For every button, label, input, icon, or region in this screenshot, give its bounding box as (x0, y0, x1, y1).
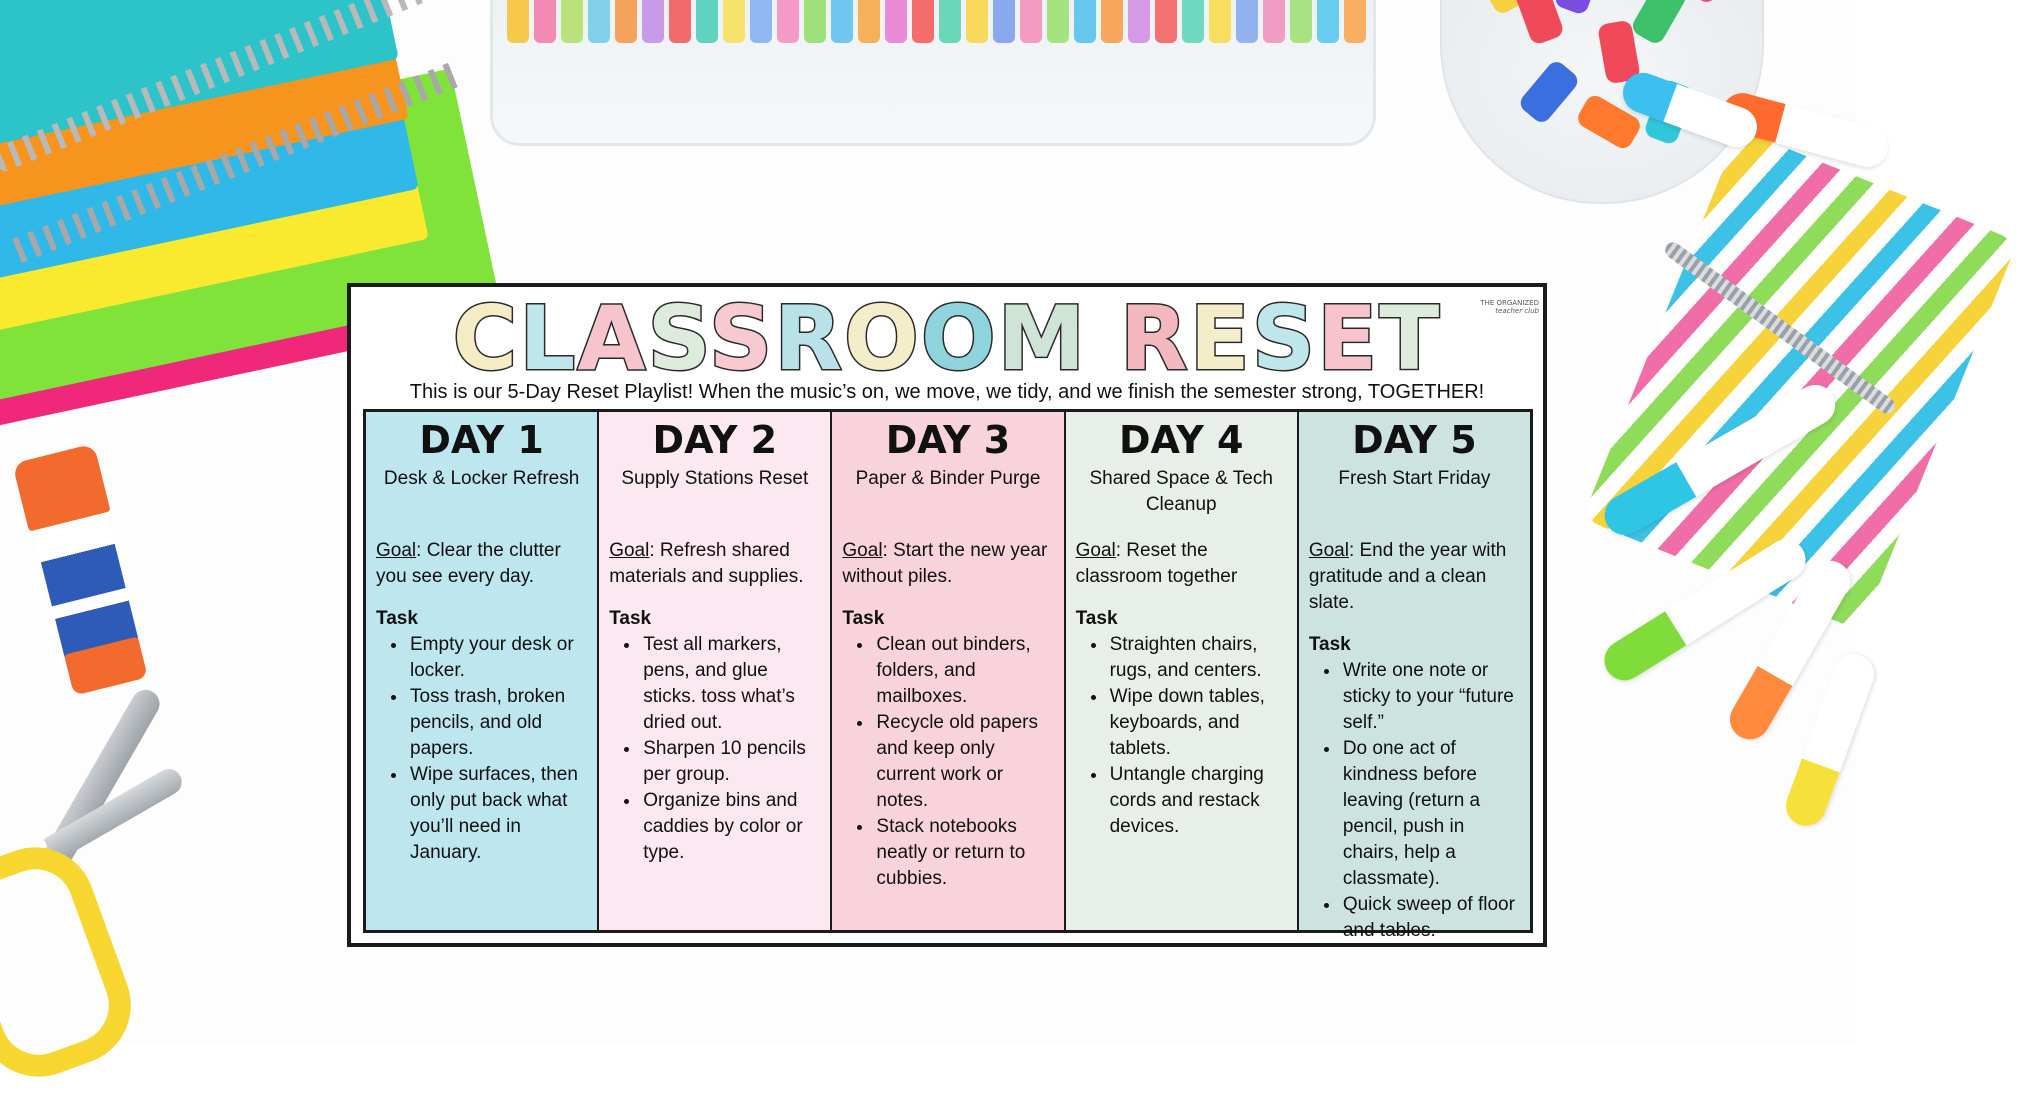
task-item: • Sharpen 10 pencils per group. (641, 736, 820, 788)
task-item: • Write one note or sticky to your “future self.” (1341, 658, 1520, 736)
day-theme: Paper & Binder Purge (855, 468, 1041, 489)
title-letter: S (708, 287, 775, 390)
day-theme: Shared Space & Tech Cleanup (1089, 468, 1273, 515)
day-theme: Supply Stations Reset (621, 468, 809, 489)
goal-text: : End the year with gratitude and a clean slate. (1308, 540, 1507, 613)
task-item: • Wipe surfaces, then only put back what you’ll need in January. (408, 762, 587, 866)
day-theme: Fresh Start Friday (1338, 468, 1491, 489)
task-item: • Untangle charging cords and restack devices. (1108, 762, 1287, 840)
goal-label: Goal (376, 540, 417, 561)
marker-decor (1617, 67, 1762, 152)
day-heading: DAY 5 (1352, 418, 1477, 462)
goal-label: Goal (842, 540, 883, 561)
task-item: • Wipe down tables, keyboards, and tablets. (1108, 684, 1287, 762)
day-column (1299, 412, 1530, 941)
title-letter: O (920, 287, 998, 390)
task-item: • Toss trash, broken pencils, and old papers. (408, 684, 587, 762)
task-item: • Empty your desk or locker. (408, 632, 587, 684)
task-list (609, 632, 820, 866)
goal-label: Goal (1308, 540, 1349, 561)
brand-line: teacher club (1495, 307, 1539, 315)
task-list (842, 632, 1053, 892)
title-letter: C (452, 287, 520, 390)
goal-text: : Reset the classroom together (1075, 540, 1238, 587)
task-list (376, 632, 587, 866)
day-column (832, 412, 1065, 930)
title-letter: L (519, 287, 578, 390)
goal-text: : Start the new year without piles. (842, 540, 1048, 587)
title-letter: R (1119, 287, 1190, 390)
title-letter: R (774, 287, 845, 390)
task-label: Task (376, 608, 418, 629)
title-letter: E (1317, 287, 1380, 390)
task-list (1309, 658, 1520, 944)
title-letter: T (1379, 287, 1442, 390)
task-item: • Straighten chairs, rugs, and centers. (1108, 632, 1287, 684)
task-list (1076, 632, 1287, 840)
title-letter (1087, 287, 1120, 390)
day-goal (376, 538, 587, 590)
title-letter: O (844, 287, 921, 390)
marker-decor (1597, 378, 1842, 543)
page-title (351, 289, 1543, 389)
classroom-reset-sheet (347, 283, 1547, 947)
task-label: Task (1075, 608, 1118, 629)
task-item: • Test all markers, pens, and glue sticks. toss what’s dried out. (641, 632, 820, 736)
title-letter: S (647, 287, 709, 390)
task-label: Task (1308, 634, 1351, 655)
goal-text: : Refresh shared materials and supplies. (609, 540, 804, 587)
subtitle: This is our 5-Day Reset Playlist! When the music’s on, we move, we tidy, and we finish the semester strong, TOGETHER! (409, 381, 1485, 403)
day-goal (609, 538, 820, 590)
day-theme: Desk & Locker Refresh (383, 468, 580, 489)
goal-label: Goal (609, 540, 650, 561)
task-label: Task (609, 608, 652, 629)
title-letter: S (1251, 287, 1318, 390)
task-item: • Do one act of kindness before leaving (return a pencil, push in chairs, help a classmate). (1341, 736, 1520, 892)
day-heading: DAY 1 (419, 418, 544, 462)
day-column (366, 412, 599, 930)
day-goal (1076, 538, 1287, 590)
brand-line: THE ORGANIZED (1480, 299, 1539, 307)
goal-text: : Clear the clutter you see every day. (376, 540, 561, 587)
day-column (599, 412, 832, 930)
task-item: • Organize bins and caddies by color or type. (641, 788, 820, 866)
task-label: Task (842, 608, 885, 629)
day-column (1066, 412, 1299, 930)
task-item: • Quick sweep of floor and tables. (1341, 892, 1520, 944)
brand-logo (1479, 299, 1539, 315)
day-heading: DAY 2 (652, 418, 778, 462)
task-item: • Stack notebooks neatly or return to cubbies. (874, 814, 1053, 892)
task-item: • Recycle old papers and keep only current work or notes. (874, 710, 1053, 814)
day-heading: DAY 4 (1118, 418, 1244, 462)
day-goal (842, 538, 1053, 590)
reset-schedule-table (363, 409, 1533, 941)
day-heading: DAY 3 (885, 418, 1011, 462)
day-goal (1309, 538, 1520, 616)
title-letter: A (577, 287, 648, 390)
goal-label: Goal (1075, 540, 1116, 561)
task-item: • Clean out binders, folders, and mailboxes. (874, 632, 1053, 710)
title-letter: M (997, 287, 1088, 390)
title-letter: E (1189, 287, 1252, 390)
